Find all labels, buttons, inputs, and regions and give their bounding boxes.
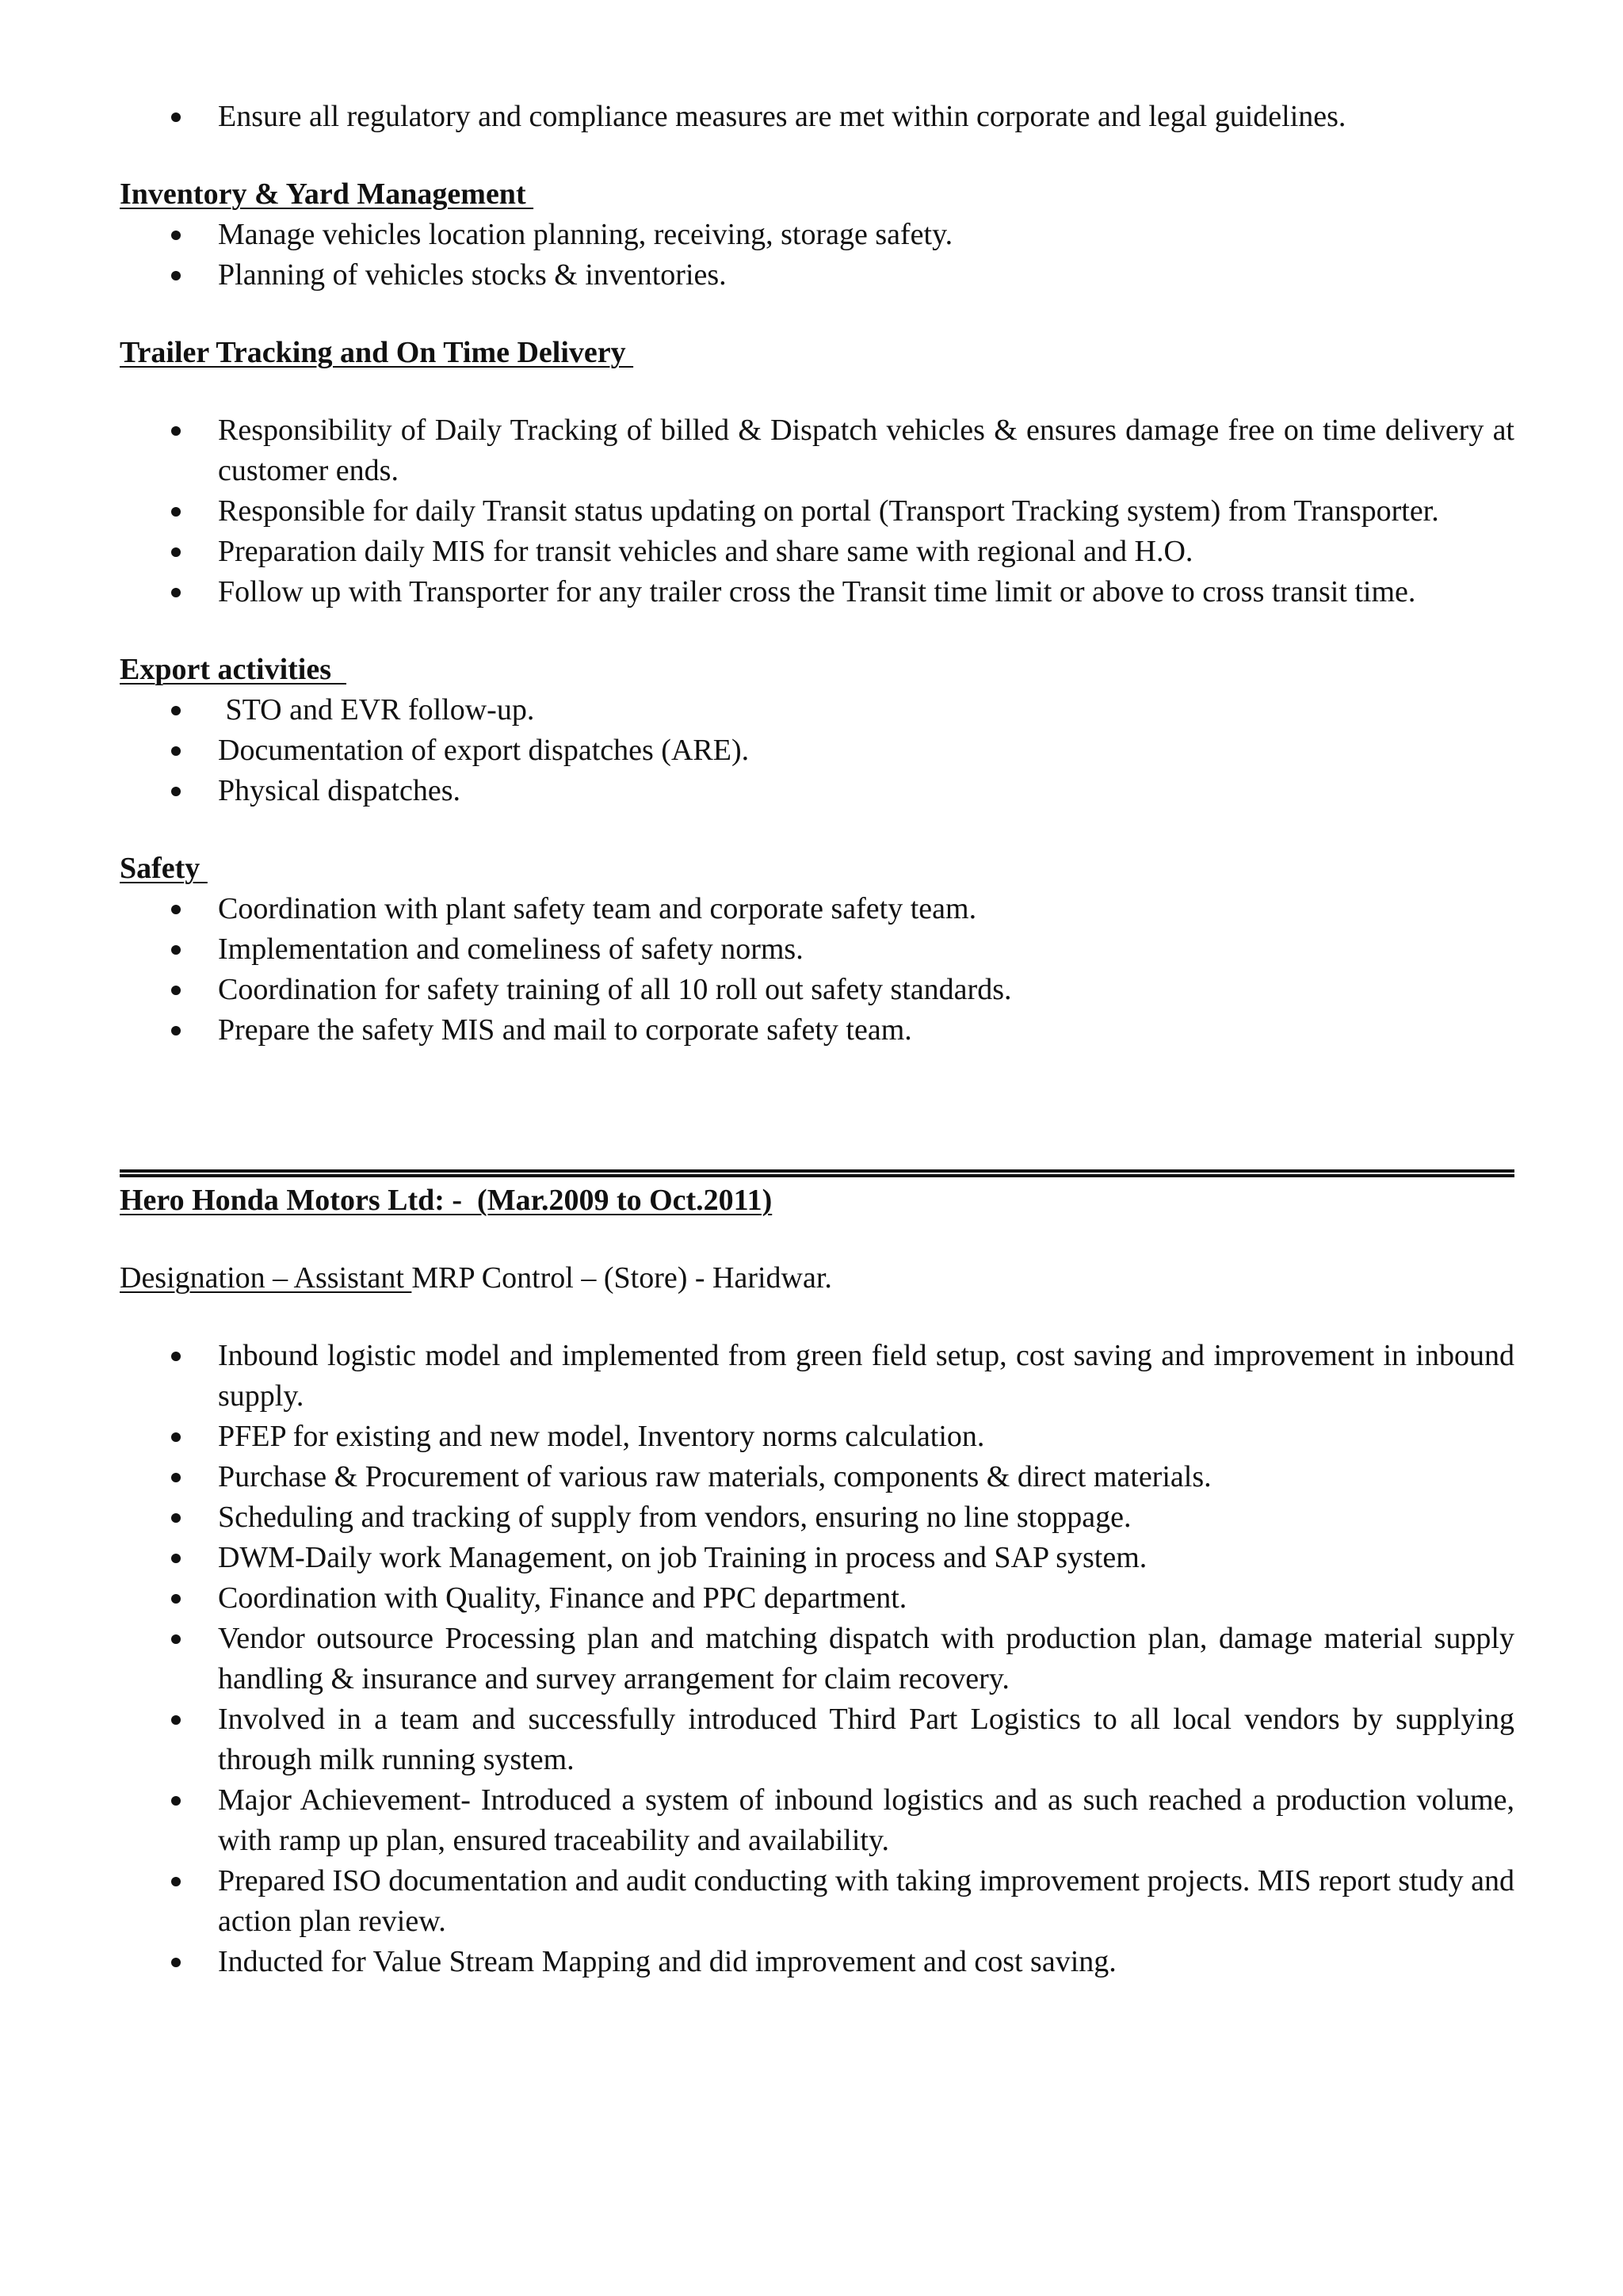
trailer-tracking-bullet-list <box>120 410 1514 612</box>
list-item: Coordination with Quality, Finance and PPC department. <box>120 1578 1514 1619</box>
list-item: Documentation of export dispatches (ARE). <box>120 730 1514 771</box>
designation-label: Designation – Assistant <box>120 1261 412 1295</box>
list-item: STO and EVR follow-up. <box>120 690 1514 730</box>
list-item: Scheduling and tracking of supply from vendors, ensuring no line stoppage. <box>120 1497 1514 1538</box>
list-item: Vendor outsource Processing plan and matching dispatch with production plan, damage material supply handling & insurance and survey arrangement for claim recovery. <box>120 1619 1514 1699</box>
list-item: Manage vehicles location planning, receiving, storage safety. <box>120 215 1514 255</box>
list-item: Purchase & Procurement of various raw materials, components & direct materials. <box>120 1457 1514 1497</box>
top-bullet-list <box>120 97 1514 137</box>
company-bullet-list <box>120 1336 1514 1982</box>
resume-content <box>120 97 1514 1982</box>
list-item: Planning of vehicles stocks & inventories. <box>120 255 1514 296</box>
section-heading-export: Export activities <box>120 653 347 686</box>
section-heading-inventory: Inventory & Yard Management <box>120 177 534 211</box>
list-item: Coordination with plant safety team and corporate safety team. <box>120 889 1514 929</box>
list-item: Coordination for safety training of all 10 roll out safety standards. <box>120 970 1514 1010</box>
list-item: Responsibility of Daily Tracking of billed & Dispatch vehicles & ensures damage free on time delivery at customer ends. <box>120 410 1514 491</box>
list-item: Physical dispatches. <box>120 771 1514 811</box>
list-item: PFEP for existing and new model, Inventory norms calculation. <box>120 1417 1514 1457</box>
section-heading-safety: Safety <box>120 852 208 885</box>
list-item: Prepare the safety MIS and mail to corporate safety team. <box>120 1010 1514 1051</box>
list-item: Preparation daily MIS for transit vehicles and share same with regional and H.O. <box>120 532 1514 572</box>
list-item: Follow up with Transporter for any trailer cross the Transit time limit or above to cross transit time. <box>120 572 1514 612</box>
list-item: Major Achievement- Introduced a system of inbound logistics and as such reached a production volume, with ramp up plan, ensured traceability and availability. <box>120 1780 1514 1861</box>
designation-value: MRP Control – (Store) - Haridwar. <box>411 1261 832 1295</box>
list-item: Responsible for daily Transit status updating on portal (Transport Tracking system) from Transporter. <box>120 491 1514 532</box>
company-title: Hero Honda Motors Ltd: - (Mar.2009 to Oct.2011) <box>120 1184 773 1217</box>
list-item: Involved in a team and successfully introduced Third Part Logistics to all local vendors by supplying through milk running system. <box>120 1699 1514 1780</box>
list-item: Inducted for Value Stream Mapping and did improvement and cost saving. <box>120 1942 1514 1982</box>
list-item: Implementation and comeliness of safety norms. <box>120 929 1514 970</box>
safety-bullet-list <box>120 889 1514 1051</box>
list-item: Inbound logistic model and implemented from green field setup, cost saving and improvement in inbound supply. <box>120 1336 1514 1417</box>
double-divider-rule <box>120 1169 1514 1177</box>
designation-line <box>120 1258 1514 1299</box>
list-item: Ensure all regulatory and compliance measures are met within corporate and legal guidelines. <box>120 97 1514 137</box>
export-bullet-list <box>120 690 1514 811</box>
inventory-bullet-list <box>120 215 1514 296</box>
list-item: Prepared ISO documentation and audit conducting with taking improvement projects. MIS report study and action plan review. <box>120 1861 1514 1942</box>
list-item: DWM-Daily work Management, on job Training in process and SAP system. <box>120 1538 1514 1578</box>
section-heading-trailer-tracking: Trailer Tracking and On Time Delivery <box>120 336 634 369</box>
